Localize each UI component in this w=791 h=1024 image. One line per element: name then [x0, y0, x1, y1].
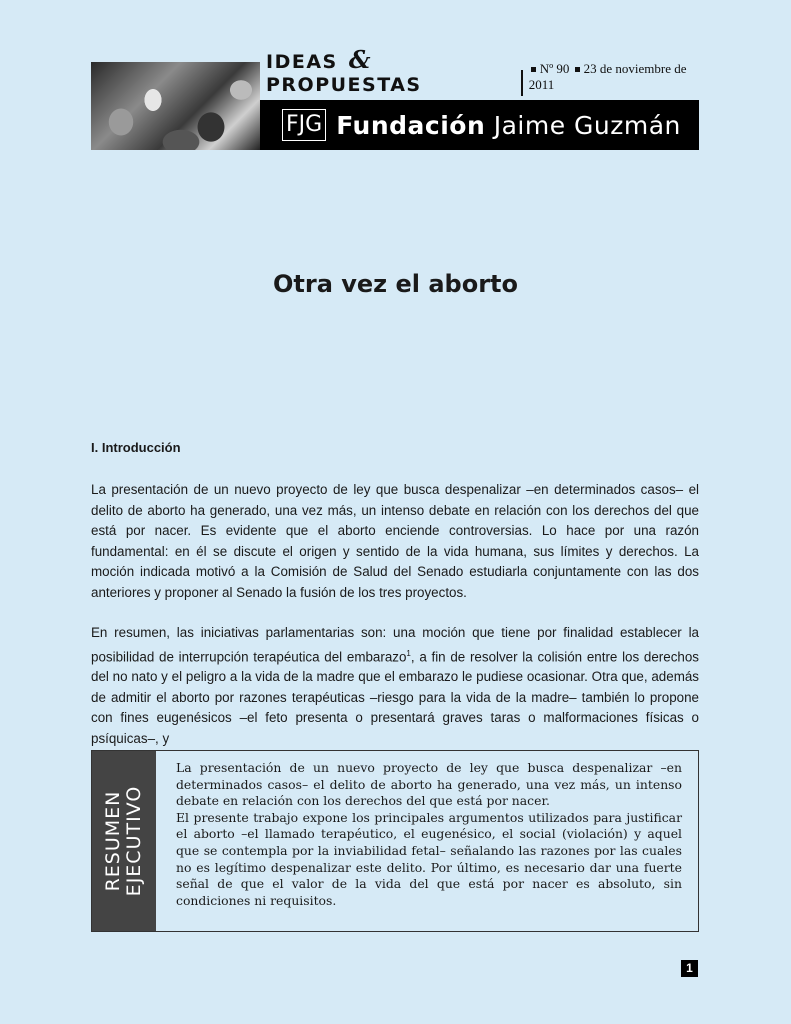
- brand-ideas: IDEAS: [266, 51, 338, 73]
- brand-propuestas: PROPUESTAS: [266, 74, 422, 96]
- publication-brand: [260, 45, 515, 96]
- label-line-1: RESUMEN: [102, 790, 124, 892]
- header-photo: [91, 62, 260, 150]
- executive-summary-label: [103, 756, 145, 926]
- label-line-2: EJECUTIVO: [123, 785, 145, 897]
- section-heading: I. Introducción: [91, 440, 181, 455]
- organization-name-bold: Fundación: [336, 110, 486, 140]
- header-masthead: [260, 45, 699, 100]
- bullet-square-icon: [531, 67, 536, 72]
- issue-number: Nº 90: [539, 61, 570, 76]
- summary-paragraph-1: La presentación de un nuevo proyecto de ley que busca despenalizar –en determinados casos– el delito de aborto ha generado, una vez más, un intenso debate en relación con los derechos del que está por nacer.: [176, 760, 682, 809]
- executive-summary-text: [176, 760, 682, 909]
- paragraph-2: [91, 623, 699, 749]
- document-title: Otra vez el aborto: [272, 270, 519, 298]
- page-number: 1: [681, 960, 698, 977]
- executive-summary-sidebar: [92, 751, 156, 931]
- paragraph-2-part-b: , a fin de resolver la colisión entre los derechos del no nato y el peligro a la vida de la madre que el embarazo le pudiese ocasionar. Otra que, además de admitir el aborto por razones terapéuticas –riesgo para la vida de la madre– también lo propone con fines eugenésicos –el feto presenta o presentará graves taras o malformaciones físicas o psíquicas–, y: [91, 648, 699, 746]
- paragraph-1: La presentación de un nuevo proyecto de ley que busca despenalizar –en determinados casos– el delito de aborto ha generado, una vez más, un intenso debate en relación con los derechos del que está por nacer. Es evidente que el aborto enciende controversias. Lo hace por una razón fundamental: en él se discute el origen y sentido de la vida humana, sus límites y derechos. La moción indicada motivó a la Comisión de Salud del Senado estudiarla conjuntamente con las dos anteriores y proponer al Senado la fusión de los tres proyectos.: [91, 482, 699, 600]
- organization-name: [336, 111, 681, 140]
- fjg-logo: FJG: [282, 109, 326, 141]
- footnote-marker: 1: [406, 648, 411, 658]
- executive-summary-box: [91, 750, 699, 932]
- brand-ampersand: &: [348, 45, 373, 74]
- masthead-divider: [521, 70, 523, 96]
- bullet-square-icon: [575, 67, 580, 72]
- paragraph-2-part-a: En resumen, las iniciativas parlamentarias son: una moción que tiene por finalidad establecer la posibilidad de interrupción terapéutica del embarazo: [91, 625, 699, 664]
- issue-date: 23 de noviembre de 2011: [528, 61, 687, 92]
- organization-bar: [260, 100, 699, 150]
- organization-name-rest: Jaime Guzmán: [493, 110, 681, 140]
- summary-paragraph-2: El presente trabajo expone los principales argumentos utilizados para justificar el aborto –el llamado terapéutico, el eugenésico, el social (violación) y aquel que se contempla por la inviabilidad fetal– señalando las razones por las cuales no es legítimo despenalizar este delito. Por último, es necesario dar una fuerte señal de que el valor de la vida del que está por nacer es absoluto, sin condiciones ni requisitos.: [176, 809, 682, 908]
- page-header: [91, 45, 699, 150]
- issue-info: [529, 61, 699, 96]
